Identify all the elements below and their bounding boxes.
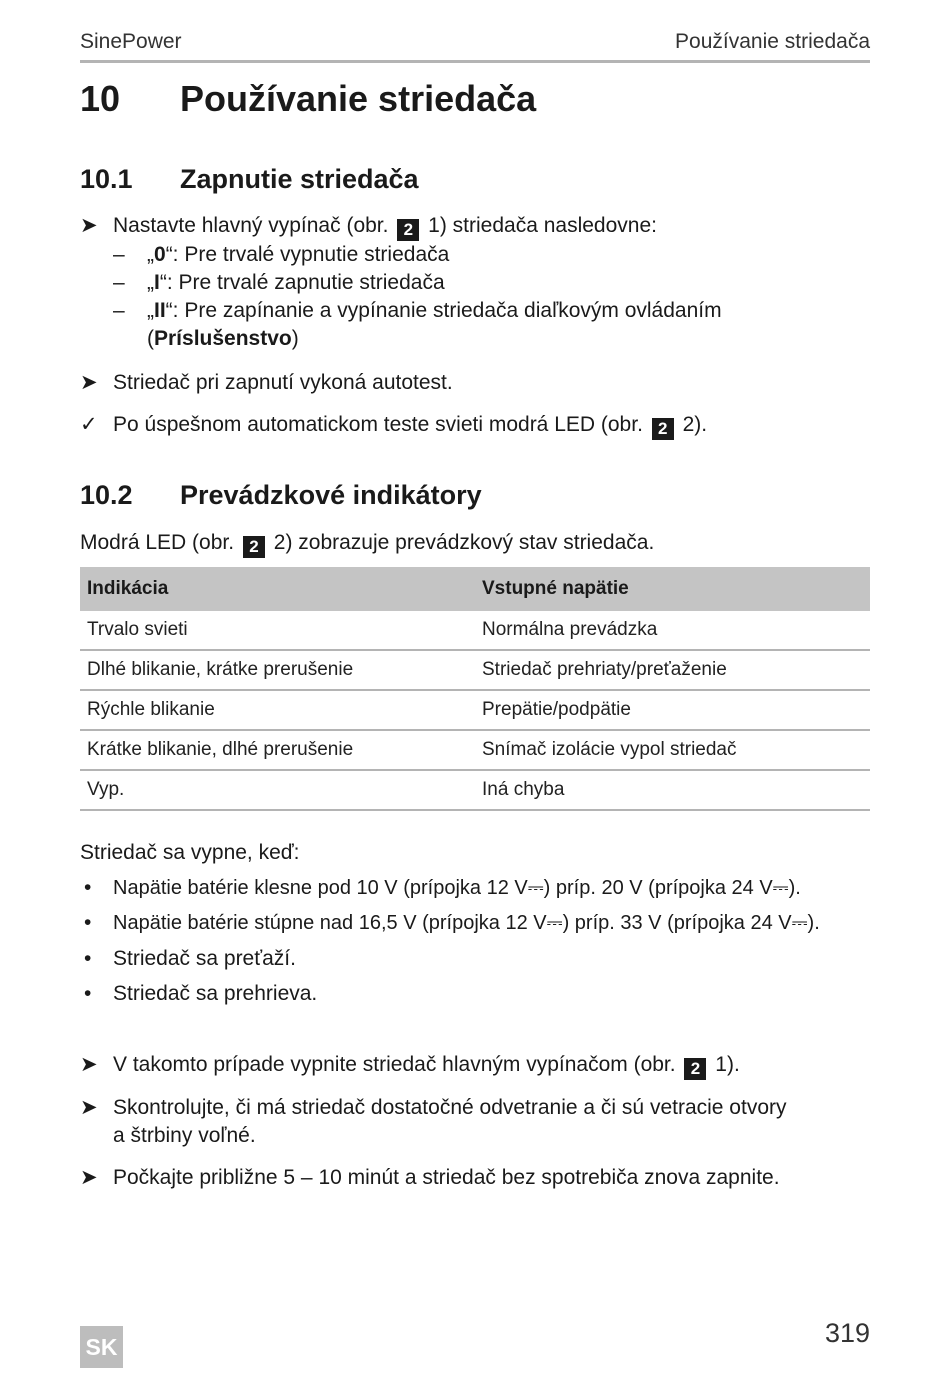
table-cell: Rýchle blikanie	[80, 690, 475, 730]
check-icon: ✓	[80, 413, 98, 436]
table-cell: Krátke blikanie, dlhé prerušenie	[80, 730, 475, 770]
header-chapter: Používanie striedača	[675, 30, 870, 53]
indicator-table	[80, 567, 870, 811]
step-wait-restart: Počkajte približne 5 – 10 minút a striedač bez spotrebiča znova zapnite.	[113, 1166, 780, 1189]
section-number: 10.1	[80, 164, 133, 194]
page-number: 319	[824, 1318, 870, 1348]
table-cell: Striedač prehriaty/preťaženie	[475, 650, 870, 690]
option-ii: „II“: Pre zapínanie a vypínanie striedača diaľkovým ovládaním	[147, 299, 722, 322]
table-cell: Snímač izolácie vypol striedač	[475, 730, 870, 770]
table-cell: Iná chyba	[475, 770, 870, 810]
dash-icon: –	[113, 271, 125, 294]
table-cell: Vyp.	[80, 770, 475, 810]
table-cell: Trvalo svieti	[80, 611, 475, 650]
shutdown-intro: Striedač sa vypne, keď:	[80, 841, 300, 864]
table-row	[80, 611, 870, 650]
section-title: Zapnutie striedača	[180, 164, 419, 194]
result-led: Po úspešnom automatickom teste svieti modrá LED (obr. 2 2).	[113, 413, 708, 438]
figure-ref: 2	[652, 418, 674, 440]
option-ii-accessory: (Príslušenstvo)	[147, 327, 299, 350]
figure-ref: 2	[243, 536, 265, 558]
chapter-number: 10	[80, 78, 121, 119]
bullet-icon: •	[84, 911, 92, 934]
arrow-icon: ➤	[80, 214, 98, 237]
list-item: Napätie batérie stúpne nad 16,5 V (prípojka 12 V⎓) príp. 33 V (prípojka 24 V⎓).	[113, 912, 820, 934]
section-number: 10.2	[80, 480, 133, 510]
led-intro: Modrá LED (obr. 2 2) zobrazuje prevádzkový stav striedača.	[80, 531, 655, 556]
table-row	[80, 690, 870, 730]
list-item: Napätie batérie klesne pod 10 V (prípojka 12 V⎓) príp. 20 V (prípojka 24 V⎓).	[113, 877, 801, 899]
option-i: „I“: Pre trvalé zapnutie striedača	[147, 271, 445, 294]
table-cell: Dlhé blikanie, krátke prerušenie	[80, 650, 475, 690]
figure-ref: 2	[397, 219, 419, 241]
chapter-heading: Používanie striedača	[180, 78, 537, 119]
bullet-icon: •	[84, 982, 92, 1005]
step-check-ventilation: Skontrolujte, či má striedač dostatočné odvetranie a či sú vetracie otvory	[113, 1096, 787, 1119]
language-tab: SK	[80, 1326, 123, 1368]
dash-icon: –	[113, 299, 125, 322]
header-product: SinePower	[80, 30, 182, 53]
list-item: Striedač sa preťaží.	[113, 947, 296, 970]
running-header	[80, 30, 870, 60]
manual-page	[80, 0, 870, 1373]
option-0: „0“: Pre trvalé vypnutie striedača	[147, 243, 450, 266]
table-row	[80, 650, 870, 690]
table-row	[80, 730, 870, 770]
header-rule	[80, 60, 870, 63]
step-autotest: Striedač pri zapnutí vykoná autotest.	[113, 371, 453, 394]
arrow-icon: ➤	[80, 1166, 98, 1189]
step-set-switch: Nastavte hlavný vypínač (obr. 2 1) striedača nasledovne:	[113, 214, 657, 239]
arrow-icon: ➤	[80, 1053, 98, 1076]
column-header: Indikácia	[80, 567, 475, 611]
arrow-icon: ➤	[80, 1096, 98, 1119]
step-check-ventilation-cont: a štrbiny voľné.	[113, 1124, 256, 1147]
table-cell: Normálna prevádzka	[475, 611, 870, 650]
arrow-icon: ➤	[80, 371, 98, 394]
bullet-icon: •	[84, 876, 92, 899]
table-cell: Prepätie/podpätie	[475, 690, 870, 730]
section-title: Prevádzkové indikátory	[180, 480, 482, 510]
table-header-row	[80, 567, 870, 611]
column-header: Vstupné napätie	[475, 567, 870, 611]
bullet-icon: •	[84, 947, 92, 970]
figure-ref: 2	[684, 1058, 706, 1080]
dash-icon: –	[113, 243, 125, 266]
table-row	[80, 770, 870, 810]
step-switch-off: V takomto prípade vypnite striedač hlavným vypínačom (obr. 2 1).	[113, 1053, 740, 1078]
list-item: Striedač sa prehrieva.	[113, 982, 318, 1005]
